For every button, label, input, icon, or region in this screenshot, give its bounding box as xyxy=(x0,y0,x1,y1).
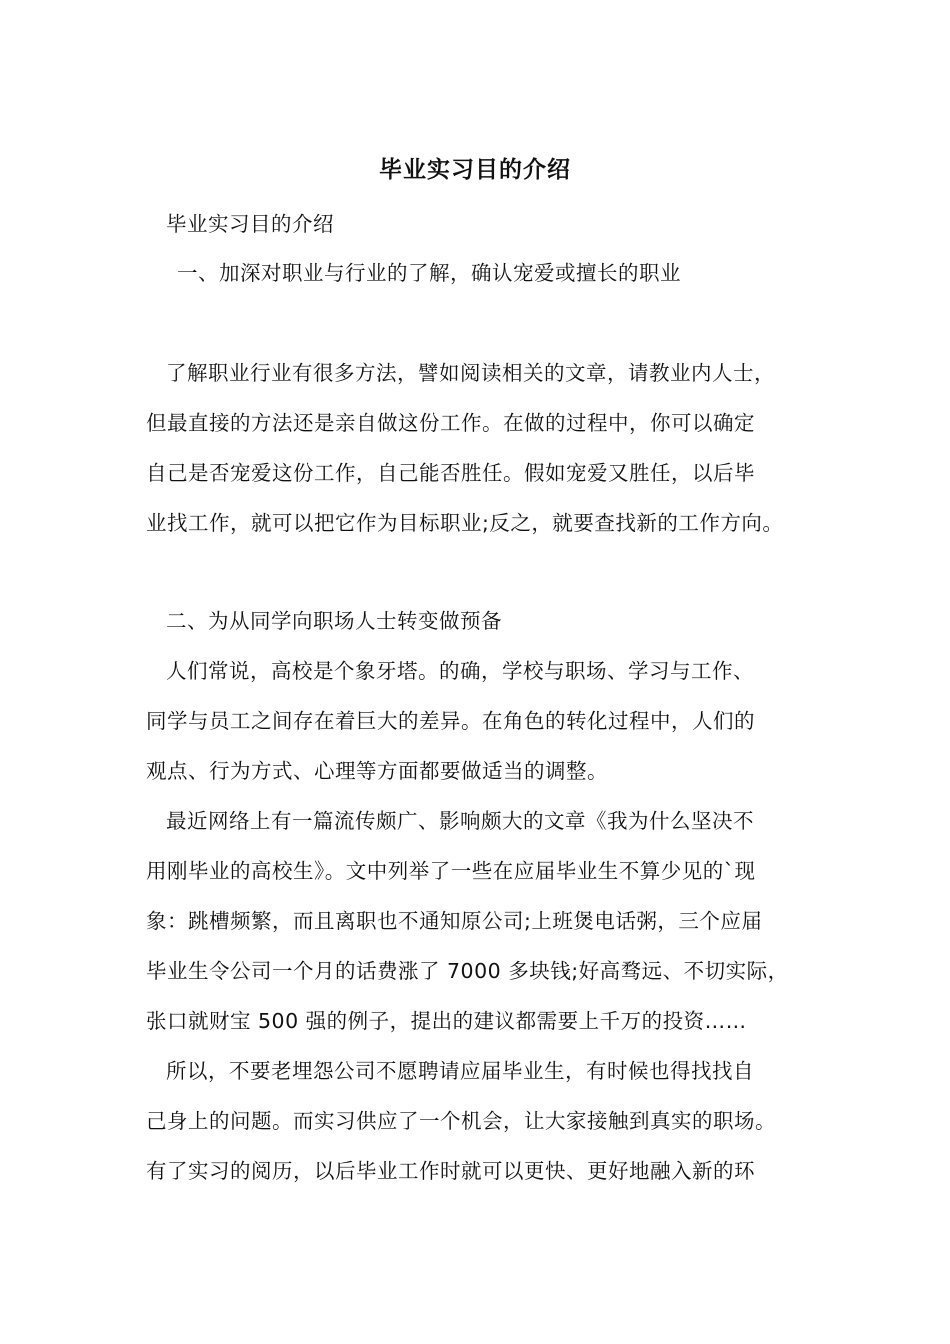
section-heading-1: 一、加深对职业与行业的了解，确认宠爱或擅长的职业 xyxy=(177,261,681,285)
paragraph-line: 最近网络上有一篇流传颇广、影响颇大的文章《我为什么坚决不 xyxy=(166,809,754,833)
paragraph-line: 观点、行为方式、心理等方面都要做适当的调整。 xyxy=(146,759,608,783)
paragraph-line: 人们常说，高校是个象牙塔。的确，学校与职场、学习与工作、 xyxy=(166,659,754,683)
document-title: 毕业实习目的介绍 xyxy=(379,157,571,183)
paragraph-line: 毕业生令公司一个月的话费涨了 7000 多块钱;好高骛远、不切实际， xyxy=(146,959,789,983)
paragraph-line: 用刚毕业的高校生》。文中列举了一些在应届毕业生不算少见的`现 xyxy=(146,859,756,883)
paragraph-line: 所以，不要老埋怨公司不愿聘请应届毕业生，有时候也得找找自 xyxy=(166,1059,754,1083)
paragraph-line: 了解职业行业有很多方法，譬如阅读相关的文章，请教业内人士， xyxy=(166,361,775,385)
paragraph-line: 业找工作，就可以把它作为目标职业;反之，就要查找新的工作方向。 xyxy=(146,511,784,535)
subtitle-line: 毕业实习目的介绍 xyxy=(166,212,334,236)
paragraph-line: 同学与员工之间存在着巨大的差异。在角色的转化过程中，人们的 xyxy=(146,709,755,733)
paragraph-line: 象：跳槽频繁，而且离职也不通知原公司;上班煲电话粥，三个应届 xyxy=(146,909,763,933)
paragraph-line: 但最直接的方法还是亲自做这份工作。在做的过程中，你可以确定 xyxy=(146,411,755,435)
paragraph-line: 己身上的问题。而实习供应了一个机会，让大家接触到真实的职场。 xyxy=(146,1109,776,1133)
paragraph-line: 自己是否宠爱这份工作，自己能否胜任。假如宠爱又胜任，以后毕 xyxy=(146,461,755,485)
paragraph-line: 张口就财宝 500 强的例子，提出的建议都需要上千万的投资…… xyxy=(146,1009,747,1033)
section-heading-2: 二、为从同学向职场人士转变做预备 xyxy=(166,609,502,633)
paragraph-line: 有了实习的阅历，以后毕业工作时就可以更快、更好地融入新的环 xyxy=(146,1159,755,1183)
